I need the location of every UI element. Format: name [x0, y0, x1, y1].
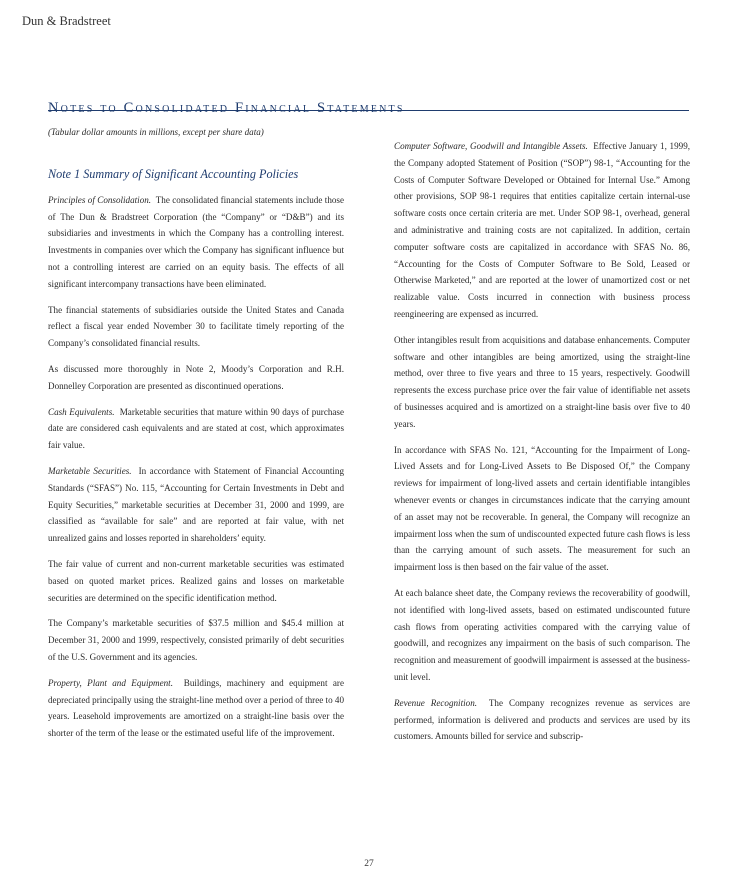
property-text: Buildings, machinery and equipment are depreciated principally using the straight-line method over a period of three to 40 years. Leasehold improvements are amortized on a straight-line basis over the shorter of the term of the lease or the estimated useful life of the improvement.	[48, 677, 344, 739]
revenue-paragraph	[394, 695, 690, 745]
marketable-heading: Marketable Securities.	[48, 465, 132, 476]
page-number: 27	[364, 859, 374, 869]
fiscal-year-paragraph: The financial statements of subsidiaries outside the United States and Canada reflect a fiscal year ended November 30 to facilitate timely reporting of the Company’s consolidated financial results.	[48, 304, 344, 349]
discontinued-paragraph: As discussed more thoroughly in Note 2, Moody’s Corporation and R.H. Donnelley Corporation are presented as discontinued operations.	[48, 363, 344, 391]
principles-text: The consolidated financial statements include those of The Dun & Bradstreet Corporation (the “Company” or “D&B”) and its subsidiaries and investments in which the Company has a controlling interest. Investments in companies over which the Company has significant influence but not a controlling interest are carried on an equity basis. The effects of all significant intercompany transactions have been eliminated.	[48, 194, 344, 289]
securities-amount-paragraph: The Company’s marketable securities of $37.5 million and $45.4 million at December 31, 2000 and 1999, respectively, consisted primarily of debt securities of the U.S. Government and its agencies.	[48, 618, 344, 662]
note1-heading: Note 1 Summary of Significant Accounting Policies	[48, 166, 299, 181]
company-header: Dun & Bradstreet	[22, 14, 111, 28]
left-column	[48, 124, 344, 751]
property-heading: Property, Plant and Equipment.	[48, 677, 173, 688]
revenue-text: The Company recognizes revenue as services are performed, information is delivered and products and services are used by its customers. Amounts billed for service and subscrip-	[394, 697, 690, 742]
tabular-note: (Tabular dollar amounts in millions, except per share data)	[48, 127, 264, 137]
cash-paragraph	[48, 404, 344, 454]
cash-text: Marketable securities that mature within 90 days of purchase date are considered cash equivalents and are stated at cost, which approximates fair value.	[48, 406, 345, 451]
principles-paragraph	[48, 192, 344, 293]
revenue-heading: Revenue Recognition.	[394, 697, 478, 708]
software-heading: Computer Software, Goodwill and Intangible Assets.	[394, 141, 588, 151]
other-intangibles-paragraph: Other intangibles result from acquisitions and database enhancements. Computer software and other intangibles are being amortized, using the straight-line method, over three to five years and three to 15 years, respectively. Goodwill represents the excess purchase price over the fair value of identifiable net assets of businesses acquired and is amortized on a straight-line basis over five to 40 years.	[394, 334, 690, 429]
software-paragraph	[394, 138, 690, 323]
right-column	[394, 138, 690, 754]
software-text: Effective January 1, 1999, the Company adopted Statement of Position (“SOP”) 98-1, “Accounting for the Costs of Computer Software Developed or Obtained for Internal Use.” Among other provisions, SOP 98-1 requires that entities capitalize certain internal-use software costs once certain criteria are met. Under SOP 98-1, overhead, general and administrative and training costs are not capitalized. In addition, certain computer software costs are capitalized in accordance with SFAS No. 86, “Accounting for the Costs of Computer Software to Be Sold, Leased or Otherwise Marketed,” and are reported at the lower of unamortized cost or net realizable value. Costs incurred in connection with business process reengineering are expensed as incurred.	[394, 141, 691, 319]
property-paragraph	[48, 675, 344, 742]
marketable-paragraph	[48, 463, 344, 547]
goodwill-paragraph: At each balance sheet date, the Company reviews the recoverability of goodwill, not identified with long-lived assets, based on estimated undiscounted future cash flows from operating activities compared with the carrying value of goodwill, and recognizes any impairment on the basis of such comparison. The recognition and measurement of goodwill impairment is assessed at the business-unit level.	[394, 587, 690, 682]
principles-heading: Principles of Consolidation.	[48, 194, 152, 205]
impairment-paragraph: In accordance with SFAS No. 121, “Accounting for the Impairment of Long-Lived Assets and for Long-Lived Assets to Be Disposed Of,” the Company reviews for impairment of long-lived assets and certain identifiable intangibles whenever events or changes in circumstances indicate that the carrying amount of an asset may not be recoverable. In general, the Company will recognize an impairment loss when the sum of undiscounted expected future cash flows is less than the carrying amount of such assets. The measurement for such an impairment loss is then based on the fair value of the asset.	[394, 444, 690, 573]
fair-value-paragraph: The fair value of current and non-current marketable securities was estimated based on quoted market prices. Realized gains and losses on marketable securities are determined on the specific identification method.	[48, 558, 344, 603]
marketable-text: In accordance with Statement of Financial Accounting Standards (“SFAS”) No. 115, “Accounting for Certain Investments in Debt and Equity Securities,” marketable securities at December 31, 2000 and 1999, are classified as “available for sale” and are reported at fair value, with net unrealized gains and losses reported in shareholders’ equity.	[48, 465, 344, 544]
page-title: Notes to Consolidated Financial Statements	[48, 99, 405, 116]
title-rule	[48, 110, 689, 111]
cash-heading: Cash Equivalents.	[48, 406, 115, 417]
